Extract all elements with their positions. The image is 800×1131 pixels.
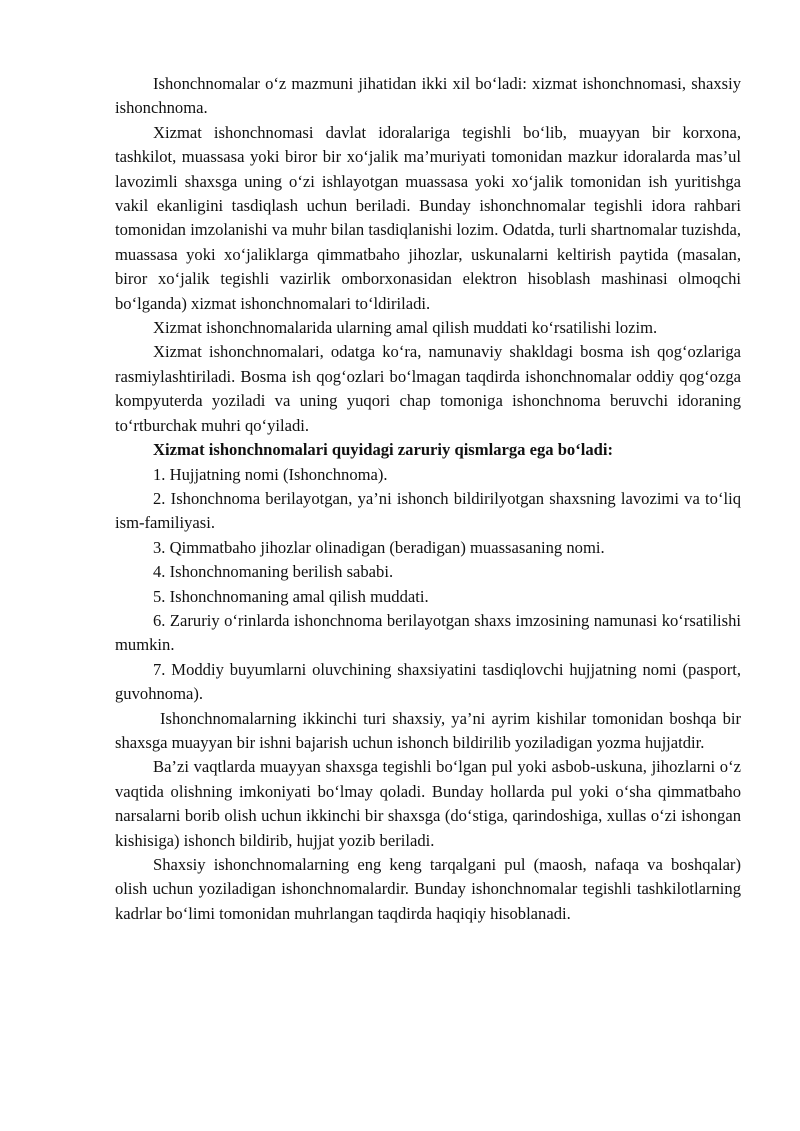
paragraph-validity-period: Xizmat ishonchnomalarida ularning amal qilish muddati ko‘rsatilishi lozim. (153, 318, 658, 338)
list-item-6: 6. Zaruriy o‘rinlarda ishonchnoma berilayotgan shaxs imzosining namunasi ko‘rsatilishi mumkin. (115, 610, 741, 655)
list-item-4: 4. Ishonchnomaning berilish sababi. (153, 562, 394, 582)
paragraph-personal-usage: Ba’zi vaqtlarda muayyan shaxsga tegishli bo‘lgan pul yoki asbob-uskuna, jihozlarni o‘z vaqtida olishning imkoniyati bo‘lmay qoladi. Bunday hollarda pul yoki o‘sha qimmatbaho narsalarni borib olish uchun ikkinchi bir shaxsga (do‘stiga, qarindoshiga, xullas o‘zi ishongan kishisiga) ishonch bildirib, hujjat yozib beriladi. (115, 757, 741, 850)
document-page (115, 72, 741, 926)
list-item-2: 2. Ishonchnoma berilayotgan, ya’ni ishonch bildirilyotgan shaxsning lavozimi va to‘liq ism-familiyasi. (115, 488, 741, 533)
paragraph-personal-definition: Ishonchnomalarning ikkinchi turi shaxsiy, ya’ni ayrim kishilar tomonidan boshqa bir shaxsga muayyan bir ishni bajarish uchun ishonch bildirilib yoziladigan yozma hujjatdir. (115, 708, 741, 752)
list-item-1: 1. Hujjatning nomi (Ishonchnoma). (153, 464, 388, 484)
list-item-7: 7. Moddiy buyumlarni oluvchining shaxsiyatini tasdiqlovchi hujjatning nomi (pasport, guvohnoma). (115, 659, 741, 704)
paragraph-required-parts-heading: Xizmat ishonchnomalari quyidagi zaruriy qismlarga ega bo‘ladi: (153, 440, 614, 460)
list-item-3: 3. Qimmatbaho jihozlar olinadigan (beradigan) muassasaning nomi. (153, 537, 605, 557)
paragraph-personal-common: Shaxsiy ishonchnomalarning eng keng tarqalgani pul (maosh, nafaqa va boshqalar) olish uchun yoziladigan ishonchnomalardir. Bunday ishonchnomalar tegishli tashkilotlarning kadrlar bo‘limi tomonidan muhrlangan taqdirda haqiqiy hisoblanadi. (115, 855, 741, 923)
paragraph-printed-forms: Xizmat ishonchnomalari, odatga ko‘ra, namunaviy shakldagi bosma ish qog‘ozlariga rasmiylashtiriladi. Bosma ish qog‘ozlari bo‘lmagan taqdirda ishonchnomalar oddiy qog‘ozga kompyuterda yoziladi va uning yuqori chap tomoniga ishonchnoma beruvchi idoraning to‘rtburchak muhri qo‘yiladi. (115, 342, 741, 435)
list-item-5: 5. Ishonchnomaning amal qilish muddati. (153, 586, 429, 606)
paragraph-types-intro: Ishonchnomalar o‘z mazmuni jihatidan ikki xil bo‘ladi: xizmat ishonchnomasi, shaxsiy ishonchnoma. (115, 74, 741, 118)
paragraph-service-definition: Xizmat ishonchnomasi davlat idoralariga tegishli bo‘lib, muayyan bir korxona, tashkilot, muassasa yoki biror bir xo‘jalik ma’muriyati tomonidan mazkur idoralarda mas’ul lavozimli shaxsga uning o‘zi ishlayotgan muassasa yoki xo‘jalik tomonidan ish yuritishga vakil ekanligini tasdiqlash uchun beriladi. Bunday ishonchnomalar tegishli idora rahbari tomonidan imzolanishi va muhr bilan tasdiqlanishi lozim. Odatda, turli shartnomalar tuzishda, muassasa yoki xo‘jaliklarga qimmatbaho jihozlar, uskunalarni keltirish paytida (masalan, biror xo‘jalik tegishli vazirlik omborxonasidan elektron hisoblash mashinasi olmoqchi bo‘lganda) xizmat ishonchnomalari to‘ldiriladi. (115, 122, 741, 313)
